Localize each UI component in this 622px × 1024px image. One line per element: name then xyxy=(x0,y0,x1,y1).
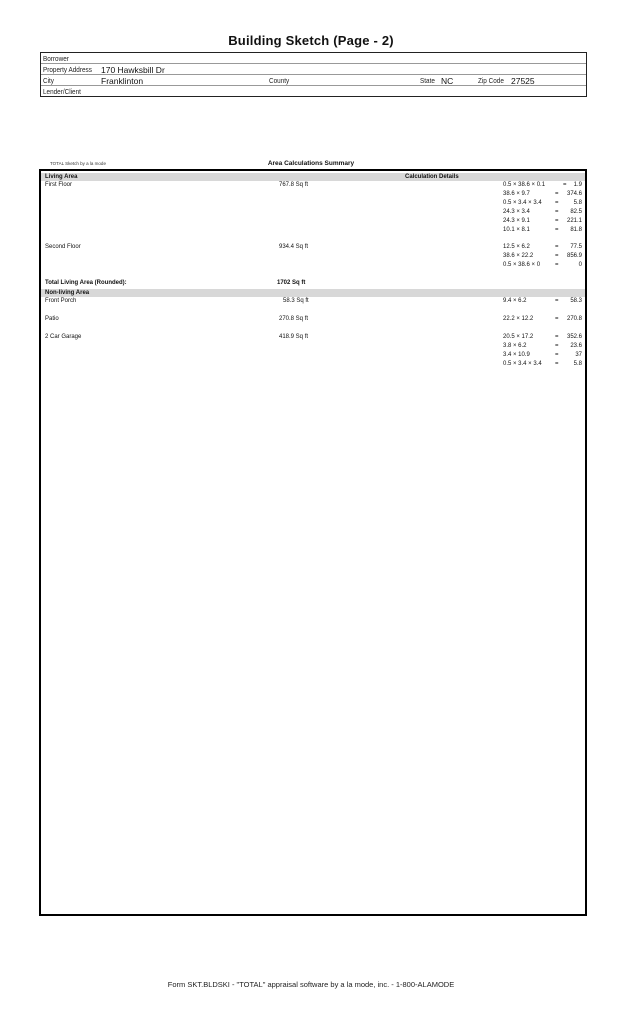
calc-expr: 10.1 × 8.1 xyxy=(503,227,530,233)
city-label: City xyxy=(43,76,54,85)
area-name-patio: Patio xyxy=(45,316,59,322)
area-value-patio: 270.8 Sq ft xyxy=(279,316,309,322)
calc-eq: = xyxy=(555,209,559,215)
calc-expr: 22.2 × 12.2 xyxy=(503,316,534,322)
calc-result: 5.8 xyxy=(573,200,582,206)
living-area-heading: Living Area xyxy=(45,174,78,180)
living-area-section-header xyxy=(41,173,585,181)
zip-label: Zip Code xyxy=(478,76,504,85)
calc-eq: = xyxy=(555,361,559,367)
area-name-second-floor: Second Floor xyxy=(45,244,81,250)
calc-eq: = xyxy=(555,316,559,322)
calc-expr: 0.5 × 3.4 × 3.4 xyxy=(503,200,542,206)
form-footer: Form SKT.BLDSKI - "TOTAL" appraisal software by a la mode, inc. - 1-800-ALAMODE xyxy=(167,980,455,989)
area-name-front-porch: Front Porch xyxy=(45,298,77,304)
calc-expr: 20.5 × 17.2 xyxy=(503,334,534,340)
calc-result: 58.3 xyxy=(570,298,582,304)
area-value-second-floor: 934.4 Sq ft xyxy=(279,244,309,250)
calc-expr: 12.5 × 6.2 xyxy=(503,244,530,250)
property-address-value: 170 Hawksbill Dr xyxy=(101,65,165,75)
total-living-area-label: Total Living Area (Rounded): xyxy=(45,280,127,286)
state-value: NC xyxy=(441,76,454,86)
area-value-first-floor: 767.8 Sq ft xyxy=(279,182,309,188)
page-title: Building Sketch (Page - 2) xyxy=(228,33,394,48)
calc-expr: 0.5 × 38.6 × 0 xyxy=(503,262,541,268)
calc-eq: = xyxy=(555,200,559,206)
lender-label: Lender/Client xyxy=(43,87,81,96)
calc-result: 77.5 xyxy=(570,244,582,250)
calc-result: 856.9 xyxy=(566,253,582,259)
calc-result: 221.1 xyxy=(566,218,582,224)
state-label: State xyxy=(420,76,435,85)
calc-result: 82.5 xyxy=(570,209,582,215)
calc-result: 352.6 xyxy=(566,334,582,340)
calc-expr: 24.3 × 9.1 xyxy=(503,218,530,224)
calc-expr: 3.8 × 6.2 xyxy=(503,343,527,349)
calc-eq: = xyxy=(563,182,567,188)
area-name-first-floor: First Floor xyxy=(45,182,72,188)
header-form xyxy=(40,52,587,97)
area-value-garage: 418.9 Sq ft xyxy=(279,334,309,340)
calc-expr: 0.5 × 38.6 × 0.1 xyxy=(503,182,546,188)
area-name-garage: 2 Car Garage xyxy=(45,334,82,340)
calc-eq: = xyxy=(555,343,559,349)
calc-expr: 9.4 × 6.2 xyxy=(503,298,527,304)
city-row xyxy=(41,75,586,86)
calc-expr: 38.6 × 22.2 xyxy=(503,253,534,259)
borrower-label: Borrower xyxy=(43,54,69,63)
calc-eq: = xyxy=(555,262,559,268)
non-living-area-heading: Non-living Area xyxy=(45,290,90,296)
calc-result: 0 xyxy=(578,262,582,268)
calc-eq: = xyxy=(555,191,559,197)
city-value: Franklinton xyxy=(101,76,144,86)
calc-eq: = xyxy=(555,253,559,259)
calc-expr: 38.6 × 9.7 xyxy=(503,191,530,197)
calc-result: 374.6 xyxy=(566,191,582,197)
property-address-label: Property Address xyxy=(43,65,92,74)
calc-eq: = xyxy=(555,298,559,304)
calc-eq: = xyxy=(555,218,559,224)
calc-result: 81.8 xyxy=(570,227,582,233)
calc-expr: 24.3 × 3.4 xyxy=(503,209,530,215)
calc-result: 5.8 xyxy=(573,361,582,367)
area-value-front-porch: 58.3 Sq ft xyxy=(283,298,309,304)
borrower-row xyxy=(41,53,586,64)
calc-expr: 3.4 × 10.9 xyxy=(503,352,530,358)
calc-result: 37 xyxy=(575,352,582,358)
total-living-area-value: 1702 Sq ft xyxy=(277,280,306,286)
area-calculations-box xyxy=(39,169,587,916)
calc-eq: = xyxy=(555,334,559,340)
summary-title: Area Calculations Summary xyxy=(267,160,355,167)
calculation-details-heading: Calculation Details xyxy=(405,174,459,180)
zip-value: 27525 xyxy=(511,76,535,86)
calc-eq: = xyxy=(555,352,559,358)
property-address-row xyxy=(41,64,586,75)
lender-row xyxy=(41,86,586,96)
calc-result: 23.6 xyxy=(570,343,582,349)
non-living-area-section-header xyxy=(41,289,585,297)
sketch-note: TOTAL Sketch by a la mode xyxy=(50,161,106,166)
calc-eq: = xyxy=(555,227,559,233)
calc-expr: 0.5 × 3.4 × 3.4 xyxy=(503,361,542,367)
calc-result: 1.9 xyxy=(573,182,582,188)
county-label: County xyxy=(269,76,290,85)
calc-eq: = xyxy=(555,244,559,250)
calc-result: 270.8 xyxy=(566,316,582,322)
